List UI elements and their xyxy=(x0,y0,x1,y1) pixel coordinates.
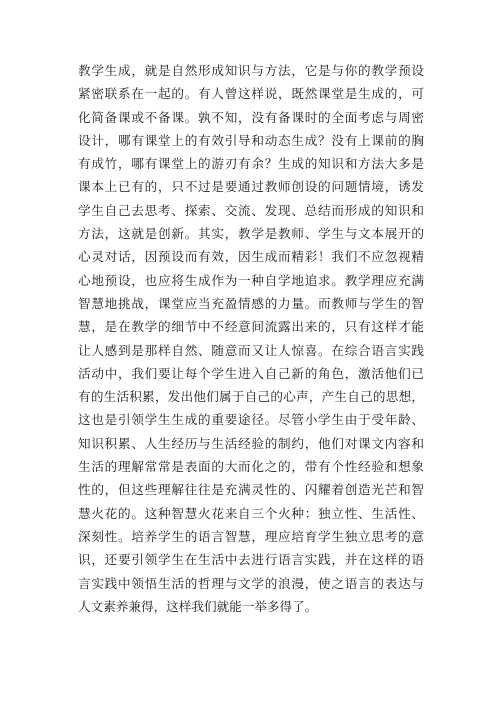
text-line: 让人感到是那样自然、随意而又让人惊喜。在综合语言实践 xyxy=(78,342,424,358)
text-line: 课本上已有的，只不过是要通过教师创设的问题情境，诱发 xyxy=(78,179,424,195)
text-line: 设计，哪有课堂上的有效引导和动态生成？没有上课前的胸 xyxy=(78,132,424,148)
text-line: 活动中，我们要让每个学生进入自己新的角色，激活他们已 xyxy=(78,365,424,381)
text-line: 学生自己去思考、探索、交流、发现、总结而形成的知识和 xyxy=(78,202,424,218)
text-line: 紧密联系在一起的。有人曾这样说，既然课堂是生成的，可 xyxy=(78,86,424,102)
text-line: 性的，但这些理解往往是充满灵性的、闪耀着创造光芒和智 xyxy=(78,482,424,498)
text-line: 言实践中领悟生活的哲理与文学的浪漫，使之语言的表达与 xyxy=(78,575,424,591)
text-line: 方法，这就是创新。其实，教学是教师、学生与文本展开的 xyxy=(78,226,424,242)
text-line: 心地预设，也应将生成作为一种自学地追求。教学理应充满 xyxy=(78,272,424,288)
text-line: 化简备课或不备课。孰不知，没有备课时的全面考虑与周密 xyxy=(78,109,424,125)
text-line: 识，还要引领学生在生活中去进行语言实践，并在这样的语 xyxy=(78,552,424,568)
text-line: 深刻性。培养学生的语言智慧，理应培育学生独立思考的意 xyxy=(78,528,424,544)
text-line: 知识积累、人生经历与生活经验的制约，他们对课文内容和 xyxy=(78,435,424,451)
text-line: 生活的理解常常是表面的大而化之的，带有个性经验和想象 xyxy=(78,459,424,475)
text-line: 有的生活积累，发出他们属于自己的心声，产生自己的思想， xyxy=(78,389,424,405)
text-line: 慧火花的。这种智慧火花来自三个火种：独立性、生活性、 xyxy=(78,505,424,521)
text-line: 教学生成，就是自然形成知识与方法，它是与你的教学预设 xyxy=(78,63,424,78)
text-line: 慧，是在教学的细节中不经意间流露出来的，只有这样才能 xyxy=(78,319,424,335)
body-paragraph xyxy=(78,59,424,618)
text-line: 心灵对话，因预设而有效，因生成而精彩！我们不应忽视精 xyxy=(78,249,424,265)
text-line: 人文素养兼得，这样我们就能一举多得了。 xyxy=(78,598,318,614)
text-line: 智慧地挑战，课堂应当充盈情感的力量。而教师与学生的智 xyxy=(78,295,424,311)
text-line: 有成竹，哪有课堂上的游刃有余？生成的知识和方法大多是 xyxy=(78,156,424,172)
text-line: 这也是引领学生生成的重要途径。尽管小学生由于受年龄、 xyxy=(78,412,424,428)
